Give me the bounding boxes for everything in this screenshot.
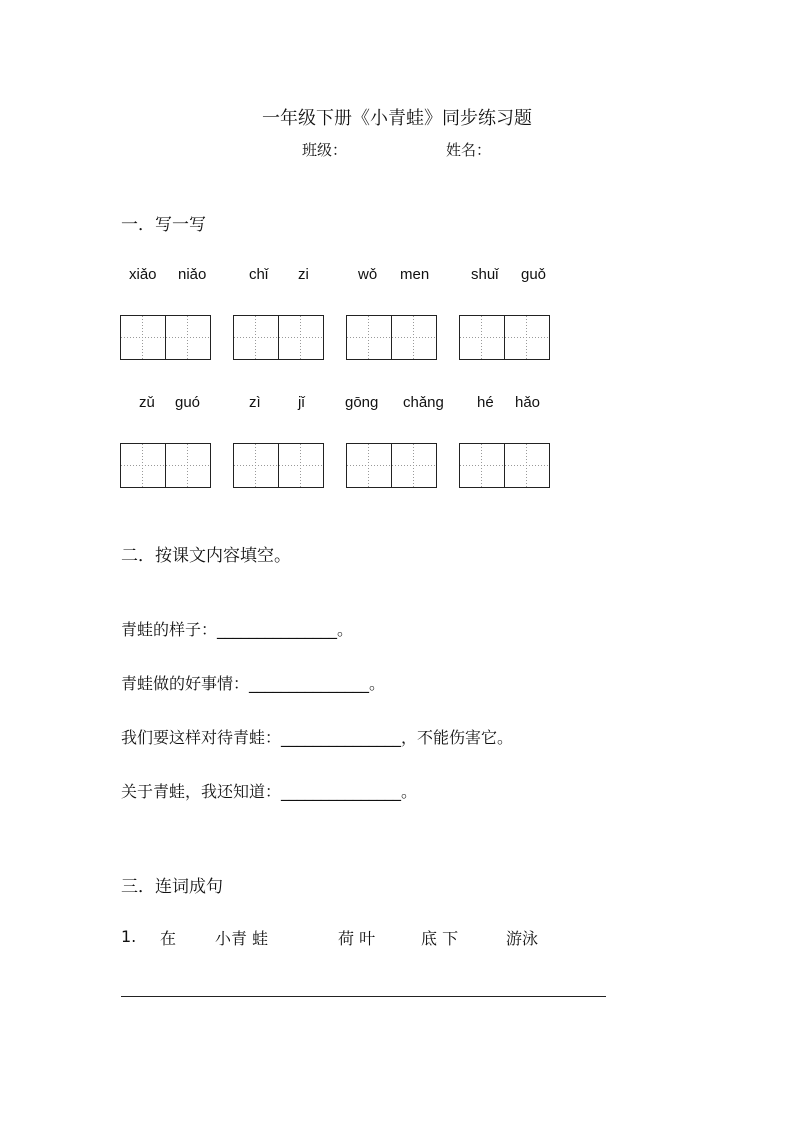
pinyin-label: gōng [345, 394, 379, 411]
word-tile: 在 [160, 929, 177, 948]
pinyin-label: zì [249, 394, 261, 411]
pinyin-label: zǔ [139, 394, 155, 411]
pinyin-label: men [400, 266, 430, 283]
pinyin-label: hé [477, 394, 494, 411]
writing-grid[interactable] [120, 315, 211, 360]
item-number: 1. [121, 927, 137, 946]
pinyin-label: hǎo [515, 394, 541, 411]
writing-grid[interactable] [346, 315, 437, 360]
pinyin-label: jǐ [298, 394, 305, 411]
name-label: 姓名： [446, 141, 492, 159]
fill-blank-line[interactable]: 青蛙做的好事情：_______________。 [121, 674, 386, 693]
pinyin-label: shuǐ [471, 266, 499, 283]
writing-grid[interactable] [346, 443, 437, 488]
class-label: 班级： [302, 141, 348, 159]
pinyin-label: wǒ [358, 266, 378, 283]
writing-grid[interactable] [233, 443, 324, 488]
word-tile: 荷 叶 [338, 929, 376, 948]
pinyin-label: chǐ [249, 266, 269, 283]
fill-blank-line[interactable]: 青蛙的样子：_______________。 [121, 620, 354, 639]
writing-grid[interactable] [459, 443, 550, 488]
answer-line[interactable] [121, 996, 606, 997]
section1-heading: 一．写一写 [121, 215, 206, 235]
section3-heading: 三．连词成句 [121, 877, 223, 897]
fill-blank-line[interactable]: 我们要这样对待青蛙：_______________，不能伤害它。 [121, 728, 514, 747]
pinyin-label: chǎng [403, 394, 444, 411]
pinyin-label: niǎo [178, 266, 207, 283]
word-tile: 游泳 [506, 929, 539, 948]
pinyin-label: guǒ [521, 266, 547, 283]
pinyin-label: guó [175, 394, 201, 411]
fill-blank-line[interactable]: 关于青蛙，我还知道：_______________。 [121, 782, 418, 801]
word-tile: 底 下 [421, 929, 459, 948]
word-tile: 小青 蛙 [215, 929, 269, 948]
writing-grid[interactable] [120, 443, 211, 488]
page-title: 一年级下册《小青蛙》同步练习题 [262, 108, 532, 129]
section2-heading: 二．按课文内容填空。 [121, 546, 291, 566]
writing-grid[interactable] [233, 315, 324, 360]
writing-grid[interactable] [459, 315, 550, 360]
pinyin-label: xiǎo [129, 266, 157, 283]
pinyin-label: zi [298, 266, 309, 283]
